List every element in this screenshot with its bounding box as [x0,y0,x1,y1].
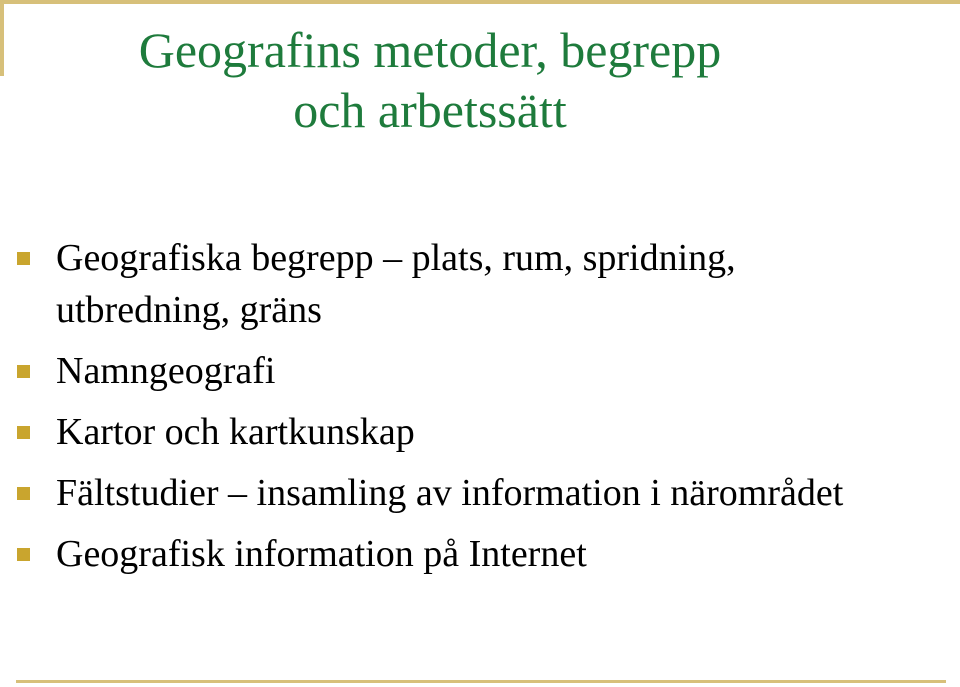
square-bullet-icon [17,487,30,500]
square-bullet-icon [17,426,30,439]
bottom-decorative-rule [16,680,946,683]
bullet-item [0,528,950,580]
bullet-text-line: Geografiska begrepp – plats, rum, spridning, [56,237,736,279]
square-bullet-icon [17,548,30,561]
bullet-text-line: Geografisk information på Internet [56,533,587,575]
bullet-list [0,232,950,589]
bullet-text-line: Kartor och kartkunskap [56,411,415,453]
slide-title-line: Geografins metoder, begrepp [138,22,722,78]
bullet-item [0,467,950,519]
bullet-text-line: utbredning, gräns [56,289,322,331]
bullet-item [0,345,950,397]
bullet-text-line: Namngeografi [56,350,276,392]
bullet-text-line: Fältstudier – insamling av information i närområdet [56,472,844,514]
square-bullet-icon [17,252,30,265]
bullet-item [0,406,950,458]
bullet-item [0,232,950,336]
slide-title-line: och arbetssätt [293,82,567,138]
slide-title [0,20,860,140]
top-decorative-rule [0,0,960,4]
square-bullet-icon [17,365,30,378]
